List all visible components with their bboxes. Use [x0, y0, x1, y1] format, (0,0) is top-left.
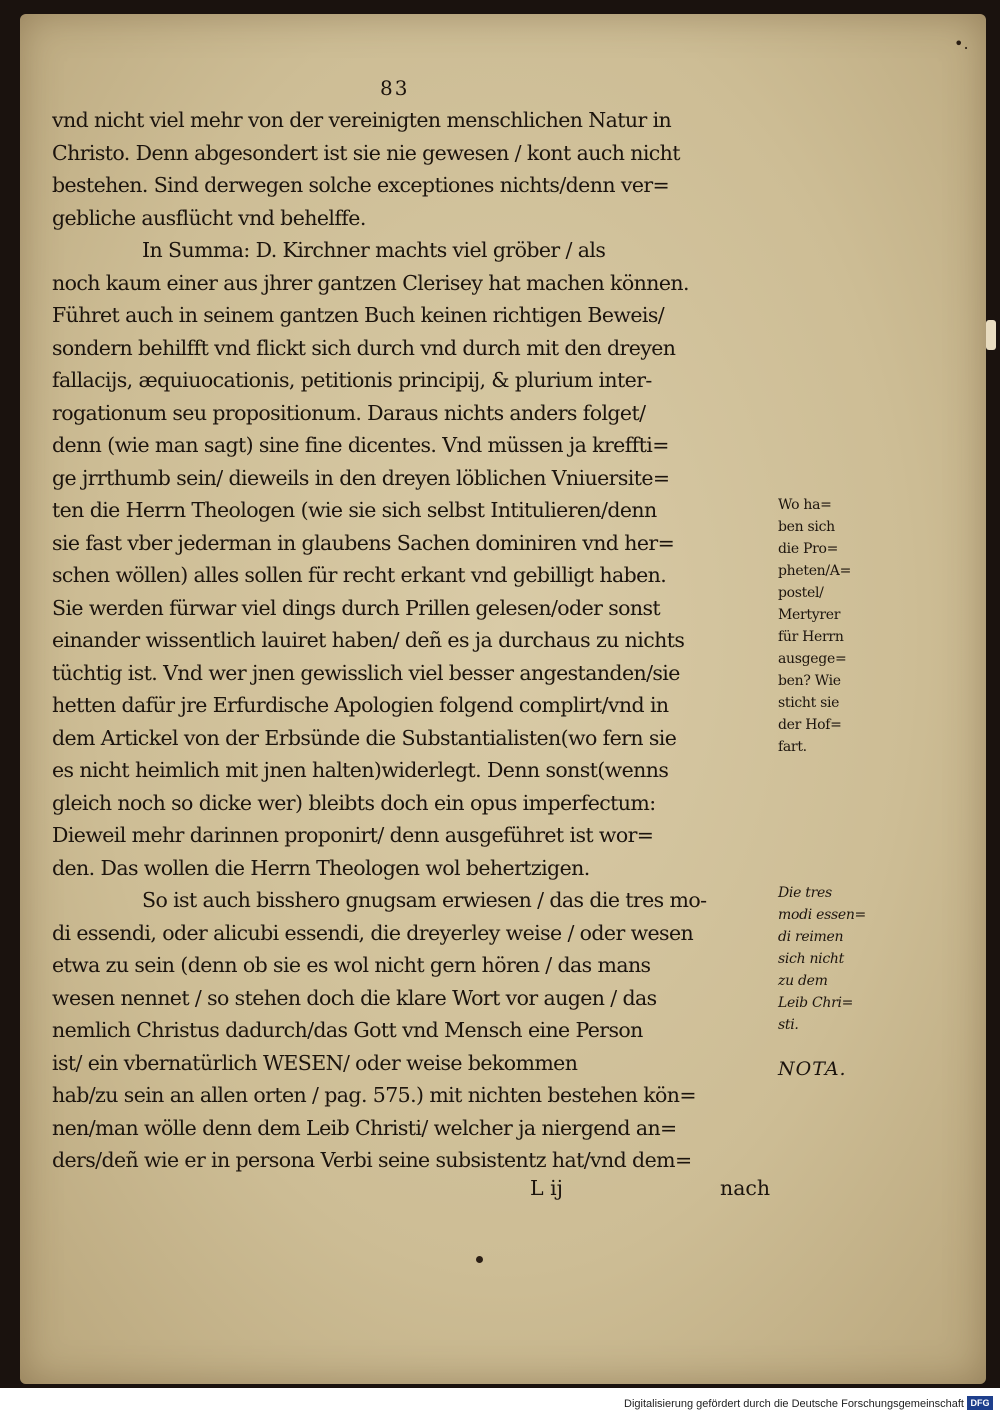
catchword: nach: [720, 1176, 771, 1200]
margin-line: ben? Wie: [778, 673, 841, 689]
text-line: rogationum seu propositionum. Daraus nichts anders folget/: [52, 400, 646, 425]
margin-line: zu dem: [778, 973, 828, 989]
text-line: Führet auch in seinem gantzen Buch keinen richtigen Beweis/: [52, 303, 665, 327]
margin-nota: NOTA.: [778, 1058, 847, 1080]
text-line: schen wöllen) alles sollen für recht erkant vnd gebilligt haben.: [52, 563, 667, 587]
ink-dot: [476, 1256, 483, 1263]
signature-mark: L ij: [530, 1176, 564, 1200]
text-line: gleich noch so dicke wer) bleibts doch ein opus imperfectum:: [52, 790, 656, 815]
text-line: nen/man wölle denn dem Leib Christi/ welcher ja niergend an=: [52, 1115, 677, 1140]
margin-line: Die tres: [778, 885, 832, 901]
margin-line: die Pro=: [778, 541, 839, 557]
margin-line: Mertyrer: [778, 607, 841, 623]
text-line: etwa zu sein (denn ob sie es wol nicht gern hören / das mans: [52, 953, 651, 977]
text-line: fallacijs, æquiuocationis, petitionis principij, & plurium inter-: [52, 368, 652, 392]
margin-line: für Herrn: [778, 629, 844, 645]
text-line: vnd nicht viel mehr von der vereinigten menschlichen Natur in: [52, 108, 672, 132]
text-line: einander wissentlich lauiret haben/ deñ es ja durchaus zu nichts: [52, 628, 685, 652]
margin-line: ausgege=: [778, 651, 847, 667]
text-line: hetten dafür jre Erfurdische Apologien folgend complirt/vnd in: [52, 693, 669, 717]
text-line: dem Artickel von der Erbsünde die Substantialisten(wo fern sie: [52, 725, 677, 750]
margin-line: ben sich: [778, 519, 835, 535]
text-line: gebliche ausflücht vnd behelffe.: [52, 205, 366, 230]
text-line: Sie werden fürwar viel dings durch Prillen gelesen/oder sonst: [52, 595, 661, 620]
margin-line: sticht sie: [778, 695, 840, 711]
text-line: di essendi, oder alicubi essendi, die dreyerley weise / oder wesen: [52, 920, 694, 945]
main-text-column: [52, 104, 772, 1177]
dfg-logo: DFG: [967, 1396, 993, 1410]
margin-line: Leib Chri=: [778, 995, 854, 1011]
text-line: tüchtig ist. Vnd wer jnen gewisslich viel besser angestanden/sie: [52, 660, 680, 685]
text-line: ist/ ein vbernatürlich WESEN/ oder weise bekommen: [52, 1050, 578, 1075]
text-line: wesen nennet / so stehen doch die klare Wort vor augen / das: [52, 985, 657, 1010]
margin-note-prophets: [778, 494, 851, 758]
margin-line: sti.: [778, 1017, 799, 1033]
page-number: 83: [380, 76, 410, 100]
text-line: Dieweil mehr darinnen proponirt/ denn ausgeführet ist wor=: [52, 823, 654, 847]
margin-note-tres-modi: [778, 882, 866, 1036]
corner-mark: •.: [954, 34, 969, 53]
text-line: noch kaum einer aus jhrer gantzen Clerisey hat machen können.: [52, 270, 689, 295]
text-line: hab/zu sein an allen orten / pag. 575.) mit nichten bestehen kön=: [52, 1083, 696, 1107]
text-line: ge jrrthumb sein/ dieweils in den dreyen löblichen Vniuersite=: [52, 465, 670, 490]
margin-line: postel/: [778, 585, 824, 601]
text-line: ders/deñ wie er in persona Verbi seine subsistentz hat/vnd dem=: [52, 1148, 692, 1172]
margin-line: modi essen=: [778, 907, 866, 923]
text-line: sie fast vber jederman in glaubens Sachen dominiren vnd her=: [52, 530, 675, 555]
paragraph-start-line: In Summa: D. Kirchner machts viel gröber / als: [142, 238, 606, 262]
text-line: Christo. Denn abgesondert ist sie nie gewesen / kont auch nicht: [52, 140, 680, 165]
text-line: bestehen. Sind derwegen solche exceptiones nichts/denn ver=: [52, 173, 670, 197]
funding-credit: Digitalisierung gefördert durch die Deutsche Forschungsgemeinschaft: [624, 1398, 964, 1410]
margin-line: der Hof=: [778, 717, 842, 733]
margin-line: pheten/A=: [778, 563, 852, 579]
page-footer-line: [52, 1172, 772, 1204]
text-line: ten die Herrn Theologen (wie sie sich selbst Intitulieren/denn: [52, 498, 657, 522]
text-line: es nicht heimlich mit jnen halten)widerlegt. Denn sonst(wenns: [52, 758, 669, 782]
text-line: den. Das wollen die Herrn Theologen wol behertzigen.: [52, 855, 590, 880]
margin-line: di reimen: [778, 929, 844, 945]
margin-line: sich nicht: [778, 951, 844, 967]
text-line: sondern behilfft vnd flickt sich durch vnd durch mit den dreyen: [52, 335, 676, 360]
paragraph-start-line: So ist auch bisshero gnugsam erwiesen / das die tres mo-: [142, 888, 707, 912]
margin-line: Wo ha=: [778, 497, 832, 513]
text-line: denn (wie man sagt) sine fine dicentes. Vnd müssen ja kreffti=: [52, 433, 669, 457]
page-edge-mark: [986, 320, 996, 350]
text-line: nemlich Christus dadurch/das Gott vnd Mensch eine Person: [52, 1018, 643, 1042]
margin-line: fart.: [778, 739, 807, 755]
